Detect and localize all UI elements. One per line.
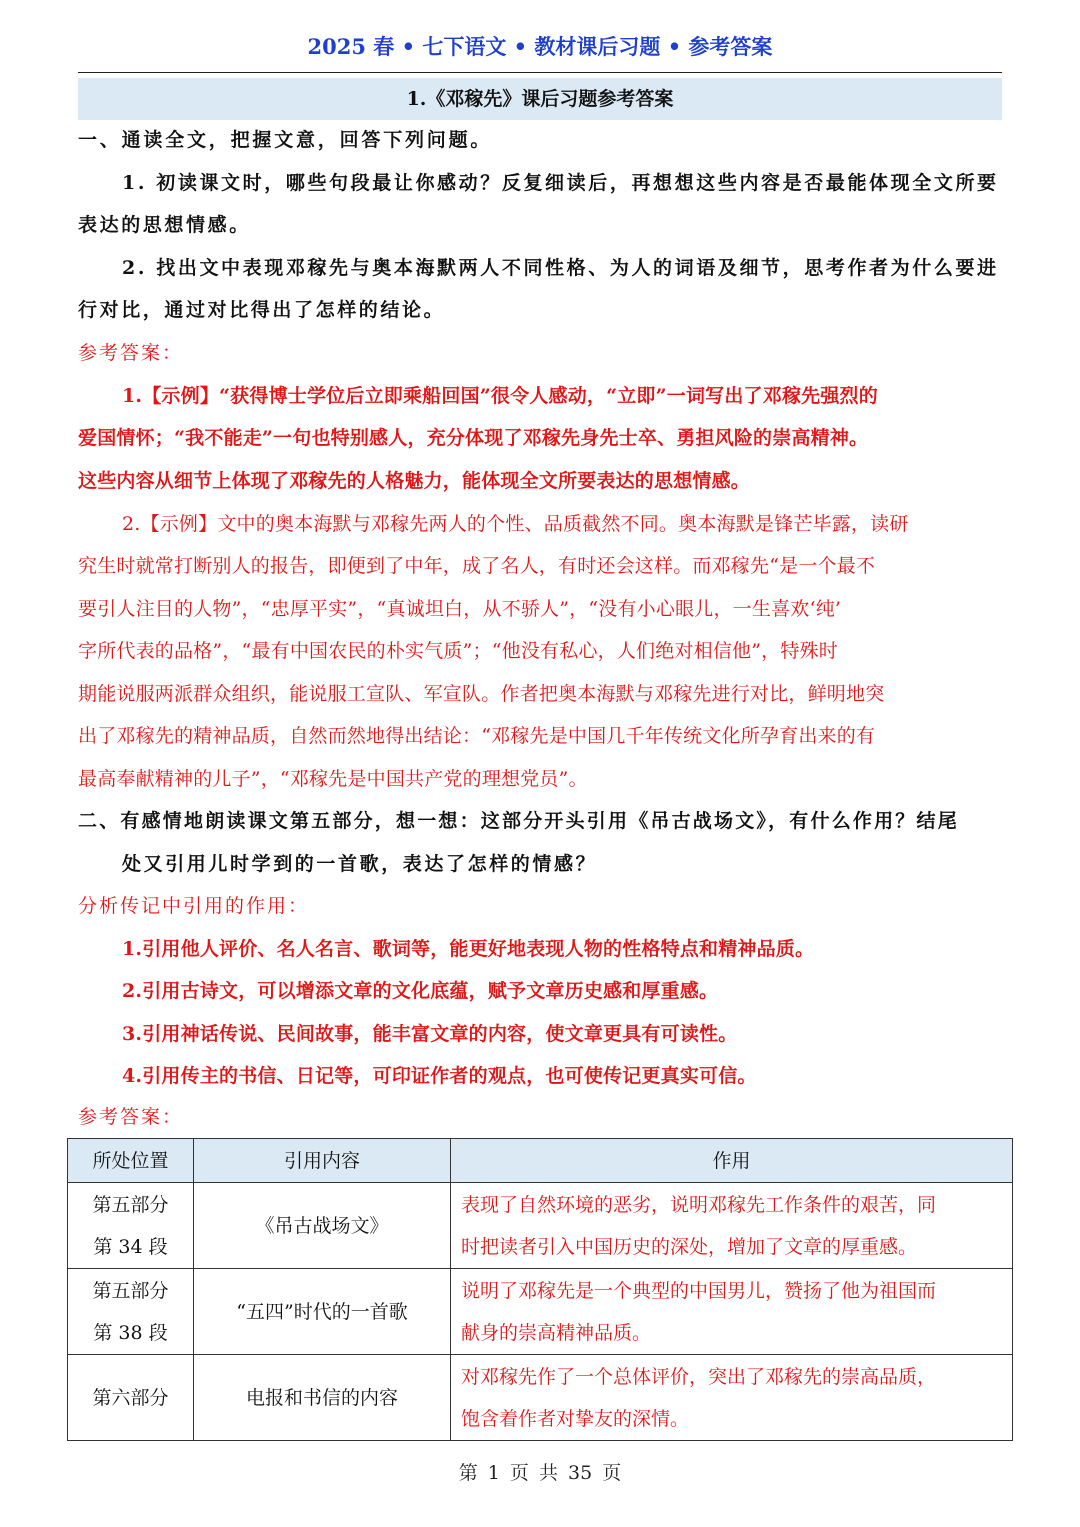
running-header: 2025 春 • 七下语文 • 教材课后习题 • 参考答案 — [307, 34, 773, 59]
cell-position — [68, 1183, 194, 1269]
cell-effect — [451, 1269, 1013, 1355]
effect-line: 说明了邓稼先是一个典型的中国男儿，赞扬了他为祖国而 — [461, 1279, 937, 1302]
cell-citation: “五四”时代的一首歌 — [194, 1269, 451, 1355]
effect-line: 献身的崇高精神品质。 — [461, 1321, 652, 1344]
answer-1-line-3: 这些内容从细节上体现了邓稼先的人格魅力，能体现全文所要表达的思想情感。 — [78, 470, 751, 492]
answer-label-2: 参考答案： — [78, 1106, 184, 1128]
position-part: 第五部分 — [92, 1193, 169, 1216]
answer-2-line-1: 2.【示例】文中的奥本海默与邓稼先两人的个性、品质截然不同。奥本海默是锋芒毕露，读研 — [122, 513, 909, 535]
question-1-line-1: 1. 初读课文时，哪些句段最让你感动？反复细读后，再想想这些内容是否最能体现全文所要 — [122, 172, 999, 194]
cell-effect — [451, 1183, 1013, 1269]
position-paragraph: 第 34 段 — [93, 1235, 168, 1258]
section-two-heading-line-1: 二、有感情地朗读课文第五部分，想一想：这部分开头引用《吊古战场文》，有什么作用？结尾 — [78, 810, 959, 832]
position-part: 第五部分 — [92, 1279, 169, 1302]
analysis-point-1: 1.引用他人评价、名人名言、歌词等，能更好地表现人物的性格特点和精神品质。 — [122, 938, 815, 960]
section-one-heading: 一、通读全文，把握文意，回答下列问题。 — [78, 129, 493, 151]
question-1-line-2: 表达的思想情感。 — [78, 214, 251, 236]
question-2-line-1: 2. 找出文中表现邓稼先与奥本海默两人不同性格、为人的词语及细节，思考作者为什么要进 — [122, 257, 999, 279]
cell-effect — [451, 1355, 1013, 1441]
table-row — [68, 1355, 1013, 1441]
column-header-position: 所处位置 — [68, 1139, 194, 1183]
page-number-footer: 第 1 页 共 35 页 — [458, 1462, 622, 1484]
analysis-point-2: 2.引用古诗文，可以增添文章的文化底蕴，赋予文章历史感和厚重感。 — [122, 980, 719, 1002]
answer-2-line-7: 最高奉献精神的儿子”，“邓稼先是中国共产党的理想党员”。 — [78, 768, 588, 790]
answer-2-line-5: 期能说服两派群众组织，能说服工宣队、军宣队。作者把奥本海默与邓稼先进行对比，鲜明地突 — [78, 683, 885, 705]
analysis-point-4: 4.引用传主的书信、日记等，可印证作者的观点，也可使传记更真实可信。 — [122, 1065, 757, 1087]
lesson-title-banner: 1.《邓稼先》课后习题参考答案 — [78, 78, 1002, 120]
table-row — [68, 1269, 1013, 1355]
answer-1-line-2: 爱国情怀；“我不能走”一句也特别感人，充分体现了邓稼先身先士卒、勇担风险的崇高精神。 — [78, 427, 869, 449]
effect-line: 表现了自然环境的恶劣，说明邓稼先工作条件的艰苦，同 — [461, 1193, 937, 1216]
answer-1-line-1: 1.【示例】“获得博士学位后立即乘船回国”很令人感动，“立即”一词写出了邓稼先强烈的 — [122, 385, 878, 407]
table-header-row — [68, 1139, 1013, 1183]
position-paragraph: 第 38 段 — [93, 1321, 168, 1344]
position-part: 第六部分 — [92, 1386, 169, 1409]
cell-position — [68, 1269, 194, 1355]
header-divider — [78, 72, 1002, 73]
question-2-line-2: 行对比，通过对比得出了怎样的结论。 — [78, 299, 446, 321]
answer-2-line-3: 要引人注目的人物”，“忠厚平实”，“真诚坦白，从不骄人”，“没有小心眼儿，一生喜欢‘纯’ — [78, 598, 842, 620]
column-header-effect: 作用 — [451, 1139, 1013, 1183]
citation-table — [67, 1138, 1013, 1441]
cell-citation: 《吊古战场文》 — [194, 1183, 451, 1269]
answer-label-1: 参考答案： — [78, 342, 184, 364]
answer-2-line-2: 究生时就常打断别人的报告，即便到了中年，成了名人，有时还会这样。而邓稼先“是一个最不 — [78, 555, 876, 577]
analysis-point-3: 3.引用神话传说、民间故事，能丰富文章的内容，使文章更具有可读性。 — [122, 1023, 738, 1045]
cell-citation: 电报和书信的内容 — [194, 1355, 451, 1441]
answer-2-line-4: 字所代表的品格”，“最有中国农民的朴实气质”；“他没有私心，人们绝对相信他”，特殊时 — [78, 640, 838, 662]
cell-position — [68, 1355, 194, 1441]
analysis-label: 分析传记中引用的作用： — [78, 895, 310, 917]
table-row — [68, 1183, 1013, 1269]
effect-line: 饱含着作者对挚友的深情。 — [461, 1407, 690, 1430]
effect-line: 时把读者引入中国历史的深处，增加了文章的厚重感。 — [461, 1235, 918, 1258]
column-header-citation: 引用内容 — [194, 1139, 451, 1183]
answer-2-line-6: 出了邓稼先的精神品质，自然而然地得出结论：“邓稼先是中国几千年传统文化所孕育出来的有 — [78, 725, 876, 747]
effect-line: 对邓稼先作了一个总体评价，突出了邓稼先的崇高品质， — [461, 1365, 937, 1388]
section-two-heading-line-2: 处又引用儿时学到的一首歌，表达了怎样的情感？ — [122, 853, 598, 875]
